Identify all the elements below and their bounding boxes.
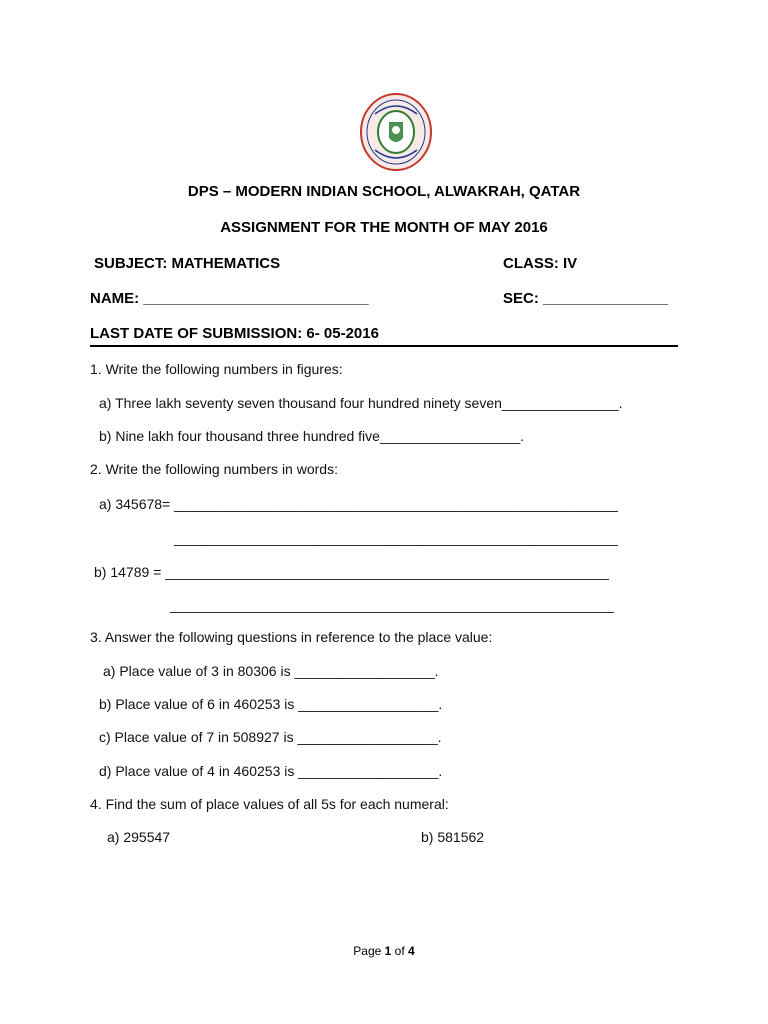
question-4b: b) 581562 — [421, 829, 485, 845]
name-field: NAME: ___________________________ — [90, 290, 369, 307]
assignment-title: ASSIGNMENT FOR THE MONTH OF MAY 2016 — [220, 219, 548, 236]
question-3a: a) Place value of 3 in 80306 is __________________. — [103, 663, 439, 679]
question-4a: a) 295547 — [107, 829, 171, 845]
question-2-prompt: 2. Write the following numbers in words: — [90, 461, 338, 477]
school-crest-icon — [359, 92, 433, 172]
question-2a-continuation: _________________________________________________________ — [174, 530, 618, 546]
header-divider — [90, 345, 678, 347]
question-3d: d) Place value of 4 in 460253 is __________________. — [99, 763, 443, 779]
question-2a: a) 345678= _________________________________________________________ — [99, 496, 618, 512]
page-word: Page — [353, 944, 382, 958]
of-word: of — [394, 944, 405, 958]
subject-label: SUBJECT: MATHEMATICS — [94, 255, 281, 272]
section-field: SEC: _______________ — [503, 290, 669, 307]
page-footer — [0, 944, 768, 958]
question-2b-continuation: _________________________________________________________ — [170, 597, 614, 613]
question-3b: b) Place value of 6 in 460253 is __________________. — [99, 696, 443, 712]
question-1b: b) Nine lakh four thousand three hundred five__________________. — [99, 428, 524, 444]
question-1-prompt: 1. Write the following numbers in figures: — [90, 361, 343, 377]
school-name: DPS – MODERN INDIAN SCHOOL, ALWAKRAH, QATAR — [187, 183, 581, 200]
page-total: 4 — [408, 944, 415, 958]
submission-date: LAST DATE OF SUBMISSION: 6- 05-2016 — [90, 325, 379, 342]
question-4-prompt: 4. Find the sum of place values of all 5s for each numeral: — [90, 796, 449, 812]
question-1a: a) Three lakh seventy seven thousand four hundred ninety seven_______________. — [99, 395, 623, 411]
class-label: CLASS: IV — [503, 255, 578, 272]
page-number: 1 — [384, 944, 392, 958]
question-3-prompt: 3. Answer the following questions in reference to the place value: — [90, 629, 493, 645]
question-3c: c) Place value of 7 in 508927 is __________________. — [99, 729, 442, 745]
question-2b: b) 14789 = _________________________________________________________ — [94, 564, 610, 580]
